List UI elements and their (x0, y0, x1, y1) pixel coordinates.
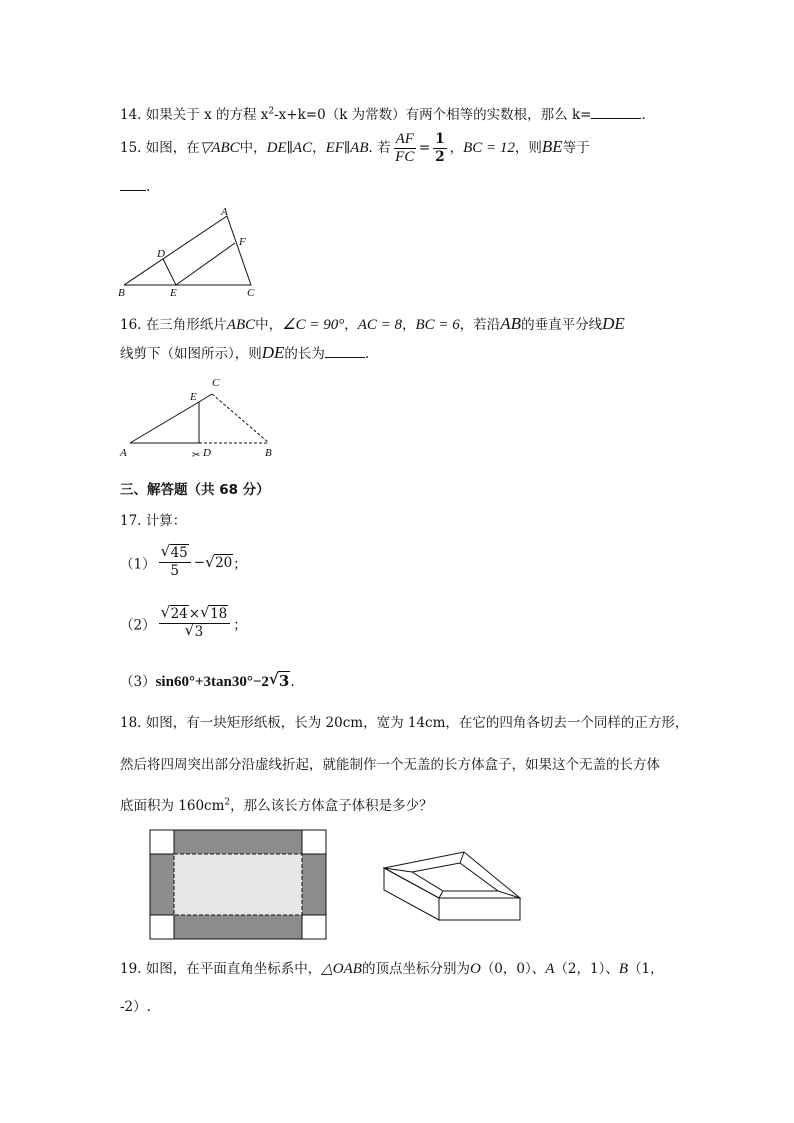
q17-p2-radicand-2: 18 (210, 606, 228, 622)
q17-part-3 (120, 670, 295, 691)
question-16-line-2 (120, 342, 369, 363)
q17-p1-denominator: 5 (170, 563, 179, 579)
q18-box-inner-edge-2 (460, 852, 464, 863)
q18-corner-bottom-left (150, 915, 174, 939)
question-18-line-3 (120, 794, 433, 814)
q18-line3-a: 底面积为 160cm (120, 798, 225, 814)
q15-half-numerator: 1 (435, 131, 445, 147)
q16-label-e: E (190, 391, 197, 403)
q15-label-a: A (221, 206, 228, 218)
q17-p3-sqrt: √ 3 (268, 670, 290, 690)
q14-text-2: -x+k=0（k 为常数）有两个相等的实数根，那么 k= (274, 107, 592, 123)
q15-half-denominator: 2 (435, 149, 445, 165)
q17-p2-den-radicand: 3 (194, 624, 204, 640)
question-16 (120, 313, 625, 334)
q18-box-front (439, 898, 520, 920)
q16-text-1: 在三角形纸片 (145, 317, 227, 333)
q15-label-b: B (118, 287, 125, 299)
q17-p1-end: ； (233, 556, 247, 573)
q16-ab: AB (500, 314, 522, 333)
q16-label-b: B (265, 447, 272, 459)
q15-ef: EF (325, 140, 344, 156)
q18-corner-bottom-right (302, 915, 326, 939)
q17-p1-numerator: √ 45 (159, 545, 191, 563)
q17-p1-fraction (159, 542, 191, 580)
q15-number: 15. (120, 140, 142, 156)
q15-fraction-half (433, 131, 446, 166)
q15-bc: BC = 12 (463, 140, 515, 156)
q15-text-2: 中， (239, 140, 267, 156)
q19-line1-a: 19. 如图，在平面直角坐标系中， (120, 961, 322, 977)
q18-box-inner (412, 863, 498, 891)
q17-p2-end: ； (233, 617, 247, 634)
q18-box-figure (380, 848, 526, 923)
q16-text-3: ， (344, 317, 358, 333)
question-18-line-1: 18. 如图，有一块矩形纸板，长为 20cm，宽为 14cm，在它的四角各切去一个同样的正方形， (120, 715, 689, 731)
q15-text-6: 等于 (562, 140, 590, 156)
q18-corner-top-left (150, 830, 174, 854)
q18-base-area (174, 854, 302, 915)
q17-part-1 (120, 542, 247, 580)
section-3-heading: 三、解答题（共 68 分） (120, 482, 270, 498)
q19-a: A (545, 961, 555, 977)
q15-segment-de (163, 259, 176, 285)
question-19 (120, 957, 664, 978)
q17-p3-radicand: 3 (278, 672, 290, 690)
q17-p2-denominator: √ 3 (184, 621, 204, 640)
q14-number: 14. (120, 107, 142, 123)
q18-cardboard-figure (148, 828, 330, 943)
q18-line3-b: ，那么该长方体盒子体积是多少？ (230, 798, 433, 814)
q18-box-inner-edge-3 (498, 891, 520, 898)
q15-parallel-1: ∥ (286, 140, 293, 156)
question-17-title: 17. 计算： (120, 513, 187, 529)
q18-box-inner-edge-4 (439, 891, 443, 898)
q19-o-coord: （0，0）、 (480, 961, 546, 977)
q17-p2-times: × (188, 606, 201, 622)
q14-superscript: 2 (268, 106, 275, 117)
q15-be: BE (541, 137, 563, 156)
q14-text-1: 如果关于 x 的方程 x (145, 107, 269, 123)
q17-p2-radicand-1: 24 (170, 606, 188, 622)
q15-text-3: . 若 (368, 140, 391, 156)
q17-p1-radicand: 45 (170, 545, 188, 561)
q15-text-1: 如图，在 (145, 140, 200, 156)
q19-a-coord: （2，1）、 (554, 961, 619, 977)
question-14 (120, 103, 646, 123)
q16-answer-blank (325, 345, 365, 358)
q15-de: DE (266, 140, 287, 156)
q16-de: DE (602, 314, 625, 333)
q15-text-5: ，则 (514, 140, 542, 156)
q15-text-4: ， (449, 140, 464, 156)
q15-ab: AB (350, 140, 369, 156)
q19-b: B (618, 961, 629, 977)
q16-text-4: ， (402, 317, 416, 333)
q17-p2-numerator: √ 24× √ 18 (159, 606, 231, 624)
q16-label-a: A (120, 447, 127, 459)
q17-p3-label: （3） (120, 674, 156, 690)
q16-dashed-cb (212, 394, 269, 443)
q15-comma: ， (312, 140, 326, 156)
q15-segment-ef (176, 243, 235, 285)
q15-end: . (146, 179, 151, 195)
q16-de-2: DE (261, 343, 285, 362)
q18-corner-top-right (302, 830, 326, 854)
q15-equals: = (418, 140, 431, 156)
q16-segment-ae (130, 402, 199, 443)
q19-triangle: △OAB (321, 961, 362, 977)
q15-label-f: F (239, 236, 246, 248)
q17-p1-minus: − (193, 554, 206, 571)
q16-line2-a: 线剪下（如图所示），则 (120, 346, 262, 362)
q15-triangle: ▽ABC (199, 140, 240, 156)
q14-answer-blank (591, 106, 641, 119)
q15-answer-blank (120, 178, 146, 191)
q19-o: O (469, 961, 481, 977)
q17-p2-fraction (159, 603, 231, 641)
q15-label-d: D (157, 248, 165, 260)
q18-superscript: 2 (224, 797, 231, 808)
question-15 (120, 131, 590, 166)
q17-p3-expression: sin60°+3tan30°−2 (155, 674, 269, 690)
q17-p1-label: （1） (120, 556, 156, 573)
q16-text-2: 中， (255, 317, 283, 333)
q17-p2-label: （2） (120, 617, 156, 634)
q14-end: . (641, 107, 646, 123)
q16-text-6: 的垂直平分线 (521, 317, 603, 333)
q16-segment-ec (199, 394, 212, 402)
question-18-line-2: 然后将四周突出部分沿虚线折起，就能制作一个无盖的长方体盒子，如果这个无盖的长方体 (120, 757, 660, 773)
q16-label-d: D (203, 447, 211, 459)
q15-answer-line (120, 178, 150, 195)
q15-fraction-af-fc (394, 131, 416, 166)
q16-end: . (364, 346, 370, 362)
q16-line2-b: 的长为 (284, 346, 325, 362)
q16-angle: ∠C = 90° (282, 317, 345, 333)
q15-frac-numerator: AF (395, 131, 414, 147)
q15-label-c: C (247, 287, 255, 299)
q17-part-2 (120, 603, 247, 641)
q15-label-e: E (170, 287, 177, 299)
q16-bc: BC = 6 (415, 317, 460, 333)
q15-ac: AC (292, 140, 313, 156)
q16-ac: AC = 8 (357, 317, 402, 333)
q19-b-coord: （1， (628, 961, 664, 977)
q17-p1-radicand-2: 20 (215, 554, 233, 571)
q17-p3-end: . (290, 674, 295, 690)
q16-abc: ABC (226, 317, 256, 333)
q16-scissors-icon: ✂ (192, 450, 201, 461)
question-19-line-2: -2）. (120, 999, 151, 1015)
q15-frac-denominator: FC (395, 149, 415, 165)
q19-line1-b: 的顶点坐标分别为 (361, 961, 470, 977)
q15-triangle-figure (110, 205, 280, 300)
q15-triangle-outline (124, 216, 251, 285)
q16-number: 16. (120, 317, 142, 333)
q17-p1-sqrt: √ 20 (205, 552, 233, 571)
q16-text-5: ，若沿 (459, 317, 501, 333)
q15-parallel-2: ∥ (343, 140, 351, 156)
q16-paper-figure (115, 372, 285, 462)
q16-label-c: C (212, 377, 220, 389)
